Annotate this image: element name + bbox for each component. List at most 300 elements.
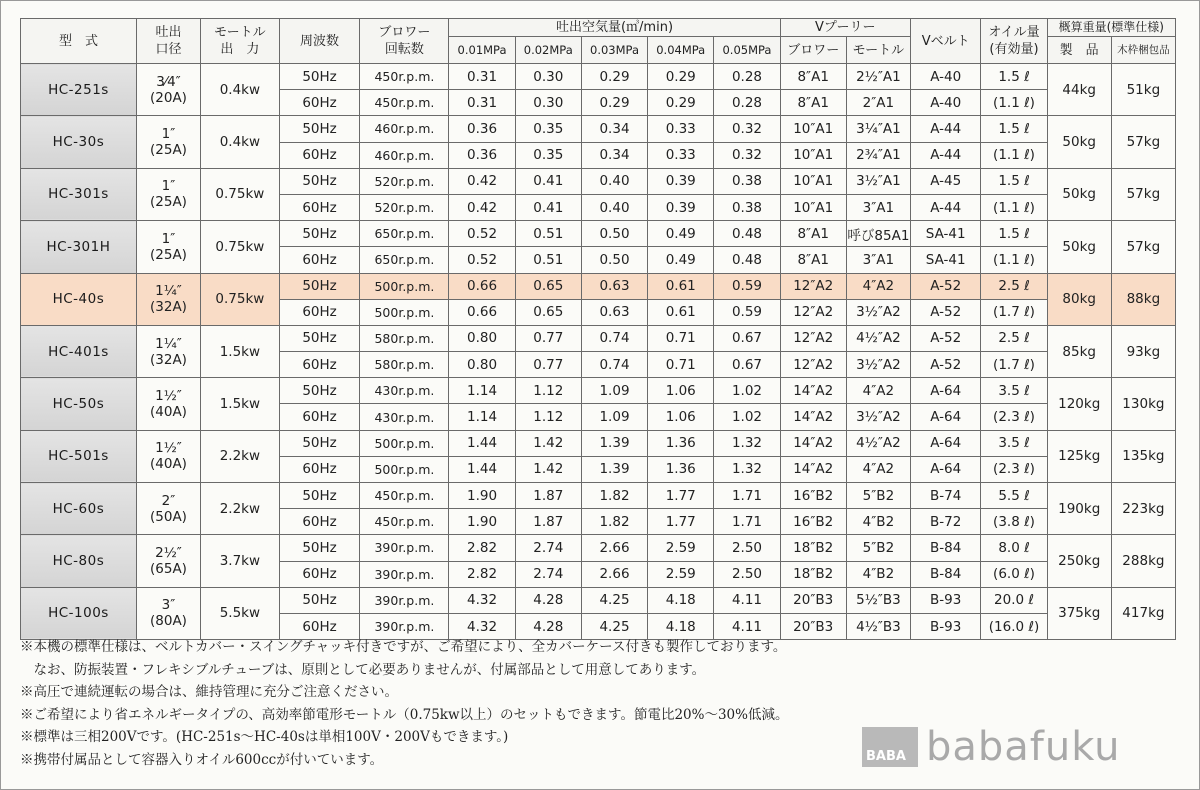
table-row: [21, 535, 1176, 561]
v-belt: A-44: [911, 116, 981, 142]
oil-amount: (16.0 ℓ): [981, 613, 1047, 639]
pulley-blower: 8″A1: [780, 221, 846, 247]
bore-a: (25A): [150, 194, 187, 211]
air-volume: 1.42: [515, 430, 581, 456]
air-volume: 1.12: [515, 404, 581, 430]
pulley-blower: 20″B3: [780, 613, 846, 639]
table-row: [21, 221, 1176, 247]
air-volume: 0.59: [714, 273, 780, 299]
air-volume: 1.39: [581, 456, 647, 482]
air-volume: 1.77: [648, 509, 714, 535]
oil-amount: 2.5 ℓ: [981, 273, 1047, 299]
bore-size: [136, 221, 200, 273]
air-volume: 0.65: [515, 273, 581, 299]
air-volume: 0.63: [581, 299, 647, 325]
model-name: HC-301H: [21, 221, 137, 273]
v-belt: A-52: [911, 299, 981, 325]
blower-rpm: 460r.p.m.: [360, 142, 449, 168]
pulley-blower: 10″A1: [780, 168, 846, 194]
pulley-motor: 4½″A2: [846, 430, 910, 456]
frequency: 60Hz: [279, 509, 360, 535]
air-volume: 0.35: [515, 116, 581, 142]
air-volume: 0.77: [515, 325, 581, 351]
pulley-motor: 3″A1: [846, 194, 910, 220]
blower-rpm: 520r.p.m.: [360, 194, 449, 220]
bore-size: [136, 378, 200, 430]
air-volume: 2.50: [714, 561, 780, 587]
v-belt: A-44: [911, 142, 981, 168]
motor-output: 2.2kw: [201, 430, 280, 482]
pulley-motor: 3½″A2: [846, 299, 910, 325]
frequency: 60Hz: [279, 90, 360, 116]
air-volume: 1.87: [515, 483, 581, 509]
frequency: 50Hz: [279, 587, 360, 613]
pulley-blower: 12″A2: [780, 352, 846, 378]
note-line: ※携帯付属品として容器入りオイル600ccが付いています。: [20, 751, 384, 768]
air-volume: 0.49: [648, 221, 714, 247]
v-belt: B-84: [911, 561, 981, 587]
note-line: ※標準は三相200Vです。(HC-251s～HC-40sは単相100V・200Vもできます。): [20, 729, 509, 745]
bore-inch: 1¼″: [155, 283, 182, 300]
header-weight-product: 製 品: [1047, 37, 1111, 64]
air-volume: 0.80: [449, 325, 515, 351]
oil-amount: (1.7 ℓ): [981, 352, 1047, 378]
brand-logo: [862, 724, 1121, 770]
air-volume: 1.71: [714, 509, 780, 535]
oil-amount: (1.1 ℓ): [981, 142, 1047, 168]
blower-rpm: 450r.p.m.: [360, 64, 449, 90]
bore-size: [136, 64, 200, 116]
weight-crate: 223kg: [1111, 483, 1175, 535]
air-volume: 4.32: [449, 587, 515, 613]
air-volume: 0.71: [648, 325, 714, 351]
bore-size: [136, 116, 200, 168]
air-volume: 0.29: [648, 90, 714, 116]
blower-rpm: 390r.p.m.: [360, 613, 449, 639]
air-volume: 0.35: [515, 142, 581, 168]
table-row: [21, 378, 1176, 404]
blower-rpm: 650r.p.m.: [360, 221, 449, 247]
pulley-blower: 14″A2: [780, 430, 846, 456]
oil-amount: 3.5 ℓ: [981, 430, 1047, 456]
air-volume: 1.90: [449, 483, 515, 509]
header-belt: Vベルト: [911, 19, 981, 64]
bore-size: [136, 430, 200, 482]
bore-size: [136, 325, 200, 377]
air-volume: 0.66: [449, 273, 515, 299]
air-volume: 2.66: [581, 561, 647, 587]
air-volume: 0.74: [581, 325, 647, 351]
air-volume: 4.11: [714, 613, 780, 639]
table-row: [21, 168, 1176, 194]
table-row: [21, 483, 1176, 509]
air-volume: 0.36: [449, 142, 515, 168]
pulley-blower: 18″B2: [780, 561, 846, 587]
v-belt: SA-41: [911, 247, 981, 273]
frequency: 50Hz: [279, 168, 360, 194]
weight-crate: 57kg: [1111, 116, 1175, 168]
model-name: HC-501s: [21, 430, 137, 482]
header-pulley: Vプーリー: [780, 19, 910, 37]
model-name: HC-50s: [21, 378, 137, 430]
pulley-motor: 5½″B3: [846, 587, 910, 613]
v-belt: A-40: [911, 64, 981, 90]
air-volume: 0.48: [714, 221, 780, 247]
air-volume: 0.39: [648, 168, 714, 194]
oil-amount: 8.0 ℓ: [981, 535, 1047, 561]
v-belt: B-84: [911, 535, 981, 561]
v-belt: A-52: [911, 352, 981, 378]
air-volume: 0.52: [449, 221, 515, 247]
air-volume: 0.38: [714, 168, 780, 194]
header-motor: モートル 出 力: [201, 19, 280, 64]
pulley-motor: 呼び85A1: [846, 221, 910, 247]
air-volume: 0.51: [515, 247, 581, 273]
spec-table: [20, 18, 1176, 640]
pulley-motor: 3″A1: [846, 247, 910, 273]
air-volume: 1.82: [581, 509, 647, 535]
air-volume: 0.80: [449, 352, 515, 378]
note-line: ※本機の標準仕様は、ベルトカバー・スイングチャッキ付きですが、ご希望により、全カバーケース付きも製作しております。: [20, 639, 787, 655]
air-volume: 0.48: [714, 247, 780, 273]
air-volume: 4.25: [581, 613, 647, 639]
weight-crate: 88kg: [1111, 273, 1175, 325]
air-volume: 0.40: [581, 168, 647, 194]
pulley-motor: 4″A2: [846, 456, 910, 482]
weight-product: 80kg: [1047, 273, 1111, 325]
air-volume: 0.41: [515, 194, 581, 220]
table-row: [21, 64, 1176, 90]
air-volume: 0.34: [581, 142, 647, 168]
blower-rpm: 390r.p.m.: [360, 587, 449, 613]
air-volume: 0.77: [515, 352, 581, 378]
bore-size: [136, 483, 200, 535]
pulley-blower: 10″A1: [780, 116, 846, 142]
pulley-blower: 8″A1: [780, 64, 846, 90]
air-volume: 2.66: [581, 535, 647, 561]
weight-product: 375kg: [1047, 587, 1111, 639]
air-volume: 4.18: [648, 587, 714, 613]
air-volume: 0.67: [714, 352, 780, 378]
weight-product: 50kg: [1047, 221, 1111, 273]
header-rpm: ブロワー 回転数: [360, 19, 449, 64]
air-volume: 2.82: [449, 535, 515, 561]
frequency: 50Hz: [279, 535, 360, 561]
pulley-motor: 3½″A2: [846, 404, 910, 430]
air-volume: 1.77: [648, 483, 714, 509]
air-volume: 4.28: [515, 613, 581, 639]
weight-product: 50kg: [1047, 116, 1111, 168]
bore-size: [136, 587, 200, 639]
pulley-blower: 14″A2: [780, 404, 846, 430]
blower-rpm: 500r.p.m.: [360, 299, 449, 325]
air-volume: 1.44: [449, 430, 515, 456]
air-volume: 4.18: [648, 613, 714, 639]
header-pressure: 0.04MPa: [648, 37, 714, 64]
v-belt: A-40: [911, 90, 981, 116]
pulley-blower: 8″A1: [780, 247, 846, 273]
motor-output: 0.75kw: [201, 168, 280, 220]
pulley-motor: 5″B2: [846, 535, 910, 561]
air-volume: 0.28: [714, 90, 780, 116]
weight-product: 125kg: [1047, 430, 1111, 482]
note-line: なお、防振装置・フレキシブルチューブは、原則として必要ありませんが、付属部品として用意してあります。: [20, 661, 706, 678]
oil-amount: 3.5 ℓ: [981, 378, 1047, 404]
oil-amount: 20.0 ℓ: [981, 587, 1047, 613]
table-row: [21, 430, 1176, 456]
pulley-blower: 20″B3: [780, 587, 846, 613]
air-volume: 0.50: [581, 247, 647, 273]
oil-amount: 2.5 ℓ: [981, 325, 1047, 351]
pulley-blower: 18″B2: [780, 535, 846, 561]
pulley-motor: 4½″B3: [846, 613, 910, 639]
blower-rpm: 580r.p.m.: [360, 352, 449, 378]
air-volume: 0.59: [714, 299, 780, 325]
air-volume: 0.41: [515, 168, 581, 194]
pulley-blower: 8″A1: [780, 90, 846, 116]
frequency: 50Hz: [279, 483, 360, 509]
air-volume: 1.02: [714, 404, 780, 430]
motor-output: 0.75kw: [201, 273, 280, 325]
air-volume: 0.32: [714, 142, 780, 168]
oil-amount: (1.1 ℓ): [981, 247, 1047, 273]
air-volume: 4.25: [581, 587, 647, 613]
note-line: ※高圧で連続運転の場合は、維持管理に充分ご注意ください。: [20, 684, 398, 700]
bore-inch: 1″: [161, 126, 176, 143]
air-volume: 0.28: [714, 64, 780, 90]
weight-crate: 57kg: [1111, 168, 1175, 220]
motor-output: 1.5kw: [201, 325, 280, 377]
air-volume: 0.38: [714, 194, 780, 220]
oil-amount: 5.5 ℓ: [981, 483, 1047, 509]
header-pulley-blower: ブロワー: [780, 37, 846, 64]
bore-inch: 1¼″: [155, 335, 182, 352]
pulley-blower: 10″A1: [780, 142, 846, 168]
logo-mark: BABA: [862, 727, 918, 767]
header-oil: オイル量 (有効量): [981, 19, 1047, 64]
pulley-motor: 2¾″A1: [846, 142, 910, 168]
air-volume: 0.42: [449, 194, 515, 220]
pulley-blower: 16″B2: [780, 509, 846, 535]
v-belt: A-64: [911, 404, 981, 430]
air-volume: 0.42: [449, 168, 515, 194]
frequency: 60Hz: [279, 247, 360, 273]
model-name: HC-60s: [21, 483, 137, 535]
air-volume: 1.32: [714, 430, 780, 456]
weight-crate: 57kg: [1111, 221, 1175, 273]
motor-output: 0.75kw: [201, 221, 280, 273]
pulley-blower: 14″A2: [780, 456, 846, 482]
air-volume: 0.51: [515, 221, 581, 247]
header-freq: 周波数: [279, 19, 360, 64]
air-volume: 1.36: [648, 430, 714, 456]
oil-amount: (1.1 ℓ): [981, 194, 1047, 220]
blower-rpm: 520r.p.m.: [360, 168, 449, 194]
blower-rpm: 390r.p.m.: [360, 535, 449, 561]
air-volume: 0.65: [515, 299, 581, 325]
header-model: 型 式: [21, 19, 137, 64]
bore-a: (32A): [150, 351, 187, 368]
pulley-blower: 10″A1: [780, 194, 846, 220]
blower-rpm: 460r.p.m.: [360, 116, 449, 142]
bore-inch: 2″: [161, 492, 176, 509]
blower-rpm: 430r.p.m.: [360, 404, 449, 430]
air-volume: 1.87: [515, 509, 581, 535]
v-belt: A-64: [911, 378, 981, 404]
air-volume: 1.42: [515, 456, 581, 482]
frequency: 50Hz: [279, 325, 360, 351]
frequency: 60Hz: [279, 352, 360, 378]
frequency: 50Hz: [279, 64, 360, 90]
header-pulley-motor: モートル: [846, 37, 910, 64]
air-volume: 0.33: [648, 142, 714, 168]
air-volume: 0.30: [515, 90, 581, 116]
frequency: 50Hz: [279, 221, 360, 247]
blower-rpm: 390r.p.m.: [360, 561, 449, 587]
model-name: HC-301s: [21, 168, 137, 220]
air-volume: 1.36: [648, 456, 714, 482]
air-volume: 1.06: [648, 404, 714, 430]
frequency: 50Hz: [279, 273, 360, 299]
header-pressure: 0.02MPa: [515, 37, 581, 64]
v-belt: A-64: [911, 430, 981, 456]
blower-rpm: 450r.p.m.: [360, 90, 449, 116]
bore-size: [136, 273, 200, 325]
air-volume: 4.32: [449, 613, 515, 639]
pulley-motor: 5″B2: [846, 483, 910, 509]
oil-amount: (1.7 ℓ): [981, 299, 1047, 325]
pulley-blower: 16″B2: [780, 483, 846, 509]
oil-amount: 1.5 ℓ: [981, 221, 1047, 247]
blower-rpm: 500r.p.m.: [360, 273, 449, 299]
air-volume: 1.82: [581, 483, 647, 509]
motor-output: 3.7kw: [201, 535, 280, 587]
motor-output: 1.5kw: [201, 378, 280, 430]
blower-rpm: 500r.p.m.: [360, 456, 449, 482]
bore-a: (65A): [150, 561, 187, 578]
pulley-motor: 4″A2: [846, 273, 910, 299]
bore-inch: 2½″: [155, 545, 182, 562]
bore-a: (40A): [150, 456, 187, 473]
weight-crate: 130kg: [1111, 378, 1175, 430]
model-name: HC-30s: [21, 116, 137, 168]
spec-body: [21, 64, 1176, 640]
air-volume: 0.36: [449, 116, 515, 142]
weight-product: 50kg: [1047, 168, 1111, 220]
frequency: 60Hz: [279, 194, 360, 220]
model-name: HC-80s: [21, 535, 137, 587]
blower-rpm: 500r.p.m.: [360, 430, 449, 456]
header-pressure: 0.03MPa: [581, 37, 647, 64]
model-name: HC-100s: [21, 587, 137, 639]
air-volume: 1.09: [581, 404, 647, 430]
blower-rpm: 450r.p.m.: [360, 483, 449, 509]
v-belt: A-44: [911, 194, 981, 220]
air-volume: 1.32: [714, 456, 780, 482]
pulley-blower: 14″A2: [780, 378, 846, 404]
oil-amount: 1.5 ℓ: [981, 168, 1047, 194]
weight-product: 44kg: [1047, 64, 1111, 116]
air-volume: 1.14: [449, 404, 515, 430]
pulley-blower: 12″A2: [780, 273, 846, 299]
weight-product: 190kg: [1047, 483, 1111, 535]
v-belt: B-74: [911, 483, 981, 509]
air-volume: 0.49: [648, 247, 714, 273]
air-volume: 1.06: [648, 378, 714, 404]
frequency: 60Hz: [279, 613, 360, 639]
frequency: 60Hz: [279, 561, 360, 587]
header-air: 吐出空気量(㎥/min): [449, 19, 780, 37]
oil-amount: 1.5 ℓ: [981, 64, 1047, 90]
air-volume: 0.61: [648, 299, 714, 325]
bore-a: (50A): [150, 508, 187, 525]
air-volume: 0.29: [581, 64, 647, 90]
v-belt: A-45: [911, 168, 981, 194]
model-name: HC-401s: [21, 325, 137, 377]
air-volume: 1.12: [515, 378, 581, 404]
pulley-motor: 2½″A1: [846, 64, 910, 90]
weight-crate: 135kg: [1111, 430, 1175, 482]
air-volume: 2.82: [449, 561, 515, 587]
pulley-motor: 3½″A2: [846, 352, 910, 378]
bore-inch: 3⁄4″: [156, 73, 181, 90]
air-volume: 0.50: [581, 221, 647, 247]
motor-output: 5.5kw: [201, 587, 280, 639]
air-volume: 2.74: [515, 535, 581, 561]
motor-output: 2.2kw: [201, 483, 280, 535]
bore-inch: 3″: [161, 597, 176, 614]
v-belt: A-52: [911, 273, 981, 299]
air-volume: 0.74: [581, 352, 647, 378]
air-volume: 0.29: [648, 64, 714, 90]
v-belt: A-52: [911, 325, 981, 351]
header-bore: 吐出 口径: [136, 19, 200, 64]
v-belt: A-64: [911, 456, 981, 482]
notes: [20, 636, 788, 771]
model-name: HC-251s: [21, 64, 137, 116]
bore-inch: 1½″: [155, 387, 182, 404]
frequency: 50Hz: [279, 378, 360, 404]
oil-amount: (3.8 ℓ): [981, 509, 1047, 535]
blower-rpm: 430r.p.m.: [360, 378, 449, 404]
air-volume: 2.50: [714, 535, 780, 561]
pulley-blower: 12″A2: [780, 299, 846, 325]
air-volume: 0.29: [581, 90, 647, 116]
bore-inch: 1″: [161, 178, 176, 195]
weight-product: 250kg: [1047, 535, 1111, 587]
bore-a: (25A): [150, 142, 187, 159]
pulley-motor: 3¼″A1: [846, 116, 910, 142]
oil-amount: (2.3 ℓ): [981, 456, 1047, 482]
air-volume: 0.61: [648, 273, 714, 299]
bore-a: (32A): [150, 299, 187, 316]
pulley-motor: 2″A1: [846, 90, 910, 116]
v-belt: B-93: [911, 613, 981, 639]
weight-product: 85kg: [1047, 325, 1111, 377]
air-volume: 1.39: [581, 430, 647, 456]
air-volume: 1.71: [714, 483, 780, 509]
v-belt: B-72: [911, 509, 981, 535]
header-weight-crate: 木枠梱包品: [1111, 37, 1175, 64]
oil-amount: 1.5 ℓ: [981, 116, 1047, 142]
note-line: ※ご希望により省エネルギータイプの、高効率節電形モートル（0.75kw以上）のセットもできます。節電比20%～30%低減。: [20, 706, 789, 723]
air-volume: 1.14: [449, 378, 515, 404]
frequency: 60Hz: [279, 404, 360, 430]
air-volume: 1.44: [449, 456, 515, 482]
air-volume: 0.39: [648, 194, 714, 220]
motor-output: 0.4kw: [201, 116, 280, 168]
air-volume: 0.34: [581, 116, 647, 142]
